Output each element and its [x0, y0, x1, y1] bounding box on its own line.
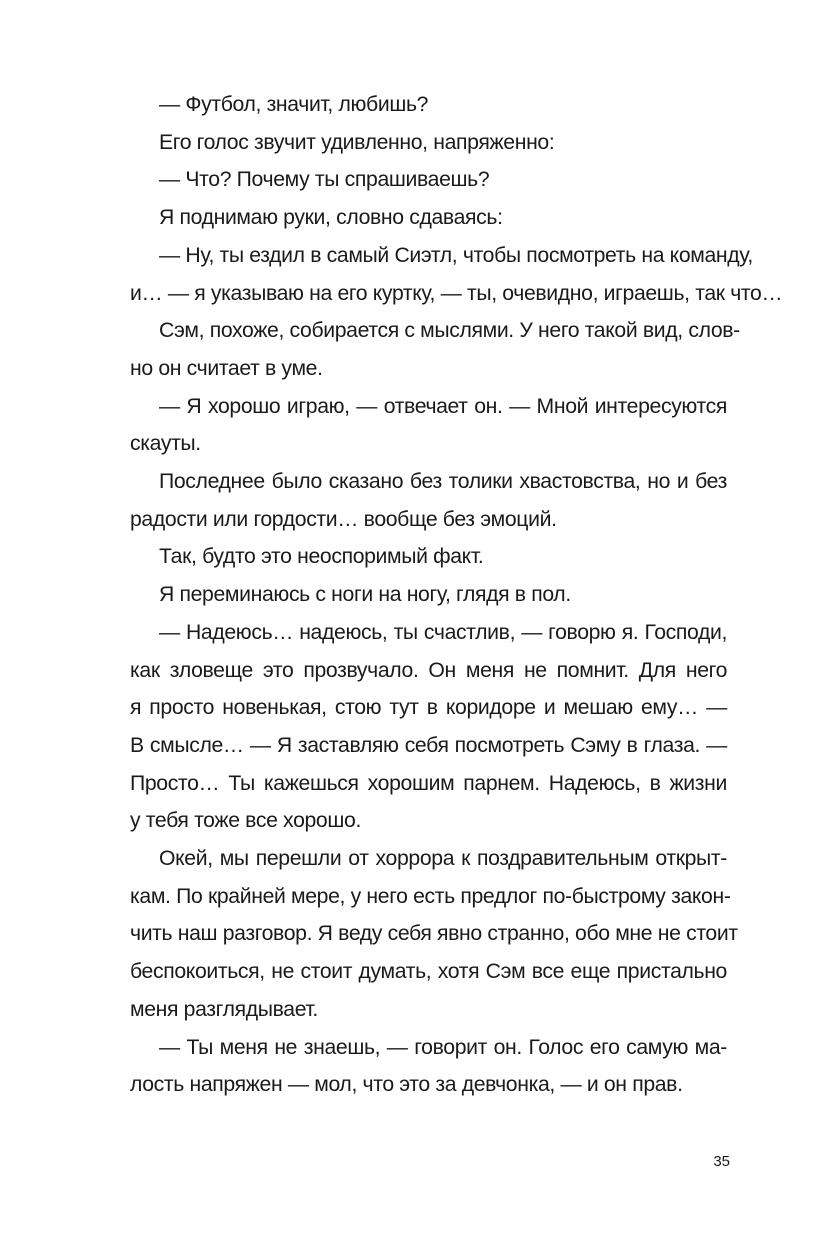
paragraph: [130, 161, 727, 199]
page-number: 35: [713, 1153, 730, 1170]
text-line: у тебя тоже все хорошо.: [130, 809, 361, 833]
page-body-text: [130, 86, 783, 1104]
text-line: радости или гордости… вообще без эмоций.: [130, 507, 557, 531]
text-line: но он считает в уме.: [130, 356, 323, 380]
text-line: меня разглядывает.: [130, 997, 318, 1021]
text-line: — Футбол, значит, любишь?: [159, 93, 429, 116]
paragraph: [130, 124, 727, 162]
paragraph: [130, 1029, 727, 1104]
paragraph: [130, 840, 738, 1029]
text-line: как зловеще это прозвучало. Он меня не помнит. Для него: [130, 658, 727, 682]
text-line: Окей, мы перешли от хоррора к поздравительным открыт-: [159, 847, 727, 871]
text-line: Я поднимаю руки, словно сдаваясь:: [159, 206, 503, 230]
text-line: скауты.: [130, 432, 201, 456]
text-line: и… — я указываю на его куртку, — ты, очевидно, играешь, так что…: [130, 281, 783, 305]
paragraph: [130, 199, 727, 237]
text-line: Последнее было сказано без толики хвастовства, но и без: [159, 470, 727, 494]
paragraph: [130, 538, 727, 576]
paragraph: [130, 614, 727, 840]
text-line: — Ты меня не знаешь, — говорит он. Голос его самую ма-: [159, 1035, 727, 1059]
text-line: Просто… Ты кажешься хорошим парнем. Надеюсь, в жизни: [130, 771, 727, 795]
paragraph: [130, 86, 727, 124]
text-line: кам. По крайней мере, у него есть предлог по-быстрому закон-: [130, 884, 731, 908]
text-line: чить наш разговор. Я веду себя явно странно, обо мне не стоит: [130, 922, 738, 946]
text-line: — Что? Почему ты спрашиваешь?: [159, 168, 490, 192]
text-line: Я переминаюсь с ноги на ногу, глядя в пол.: [159, 583, 571, 607]
text-line: — Я хорошо играю, — отвечает он. — Мной интересуются: [159, 394, 727, 418]
text-line: — Ну, ты ездил в самый Сиэтл, чтобы посмотреть на команду,: [159, 243, 753, 267]
paragraph: [130, 237, 783, 312]
paragraph: [130, 312, 740, 387]
text-line: беспокоиться, не стоит думать, хотя Сэм все еще пристально: [130, 960, 727, 984]
paragraph: [130, 388, 727, 463]
text-line: лость напряжен — мол, что это за девчонка, — и он прав.: [130, 1073, 683, 1097]
text-line: В смысле… — Я заставляю себя посмотреть Сэму в глаза. —: [130, 733, 727, 757]
text-line: я просто новенькая, стою тут в коридоре и мешаю ему… —: [130, 696, 727, 720]
paragraph: [130, 463, 727, 538]
text-line: Сэм, похоже, собирается с мыслями. У него такой вид, слов-: [159, 319, 740, 343]
paragraph: [130, 576, 727, 614]
text-line: — Надеюсь… надеюсь, ты счастлив, — говорю я. Господи,: [159, 620, 727, 644]
text-line: Так, будто это неоспоримый факт.: [159, 545, 484, 569]
text-line: Его голос звучит удивленно, напряженно:: [159, 130, 555, 154]
